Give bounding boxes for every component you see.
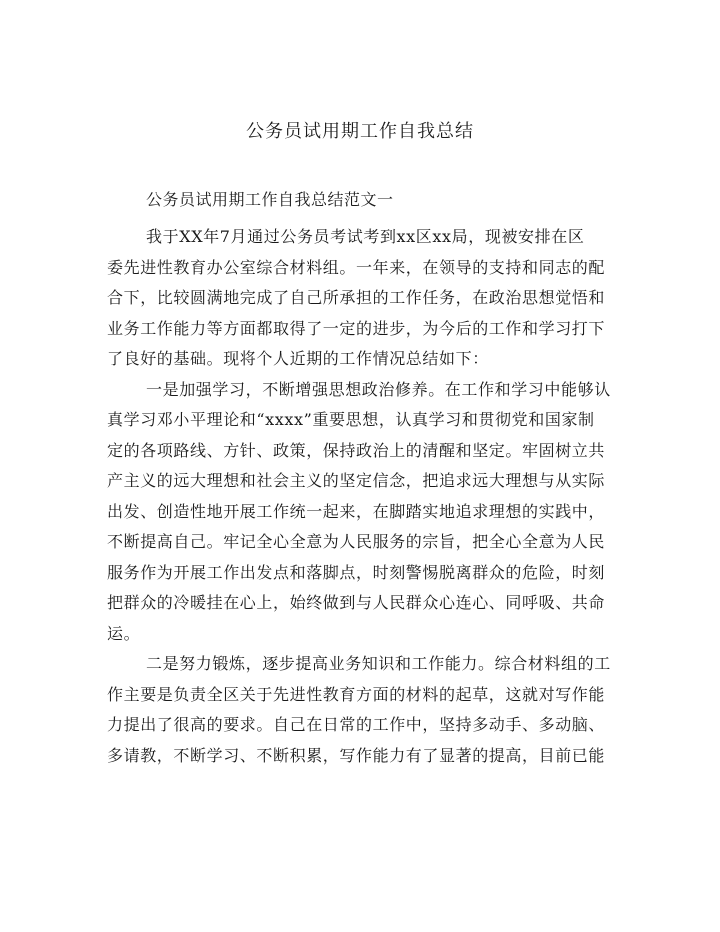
text-line: 不断提高自己。牢记全心全意为人民服务的宗旨，把全心全意为人民 [107, 532, 606, 551]
text-line: 出发、创造性地开展工作统一起来，在脚踏实地追求理想的实践中， [107, 501, 606, 521]
text-line: 业务工作能力等方面都取得了一定的进步，为今后的工作和学习打下 [107, 318, 606, 338]
document-title: 公务员试用期工作自我总结 [246, 121, 474, 142]
text-line: 多请教，不断学习、不断积累，写作能力有了显著的提高，目前已能 [107, 745, 606, 765]
paragraph-3 [107, 649, 611, 771]
text-line: 合下，比较圆满地完成了自己所承担的工作任务，在政治思想觉悟和 [107, 288, 606, 307]
text-line: 产主义的远大理想和社会主义的坚定信念，把追求远大理想与从实际 [107, 471, 606, 490]
text-line: 我于XX年7月通过公务员考试考到xx区xx局，现被安排在区 [146, 227, 585, 246]
text-line: 一是加强学习，不断增强思想政治修养。在工作和学习中能够认 [146, 379, 611, 399]
text-line: 运。 [107, 623, 141, 643]
paragraph-1 [107, 222, 607, 375]
paragraph-2 [107, 375, 611, 650]
text-line: 真学习邓小平理论和“xxxx”重要思想，认真学习和贯彻党和国家制 [107, 410, 595, 429]
text-line: 二是努力锻炼，逐步提高业务知识和工作能力。综合材料组的工 [146, 654, 611, 673]
text-line: 委先进性教育办公室综合材料组。一年来，在领导的支持和同志的配 [107, 257, 606, 277]
document-body [107, 222, 611, 771]
text-line: 作主要是负责全区关于先进性教育方面的材料的起草，这就对写作能 [107, 684, 606, 704]
text-line: 服务作为开展工作出发点和落脚点，时刻警惕脱离群众的危险，时刻 [107, 562, 606, 582]
document-subtitle: 公务员试用期工作自我总结范文一 [146, 190, 394, 209]
text-line: 了良好的基础。现将个人近期的工作情况总结如下： [107, 349, 489, 368]
text-line: 定的各项路线、方针、政策，保持政治上的清醒和坚定。牢固树立共 [107, 440, 606, 460]
text-line: 力提出了很高的要求。自己在日常的工作中，坚持多动手、多动脑、 [107, 715, 606, 734]
text-line: 把群众的冷暖挂在心上，始终做到与人民群众心连心、同呼吸、共命 [107, 593, 606, 612]
